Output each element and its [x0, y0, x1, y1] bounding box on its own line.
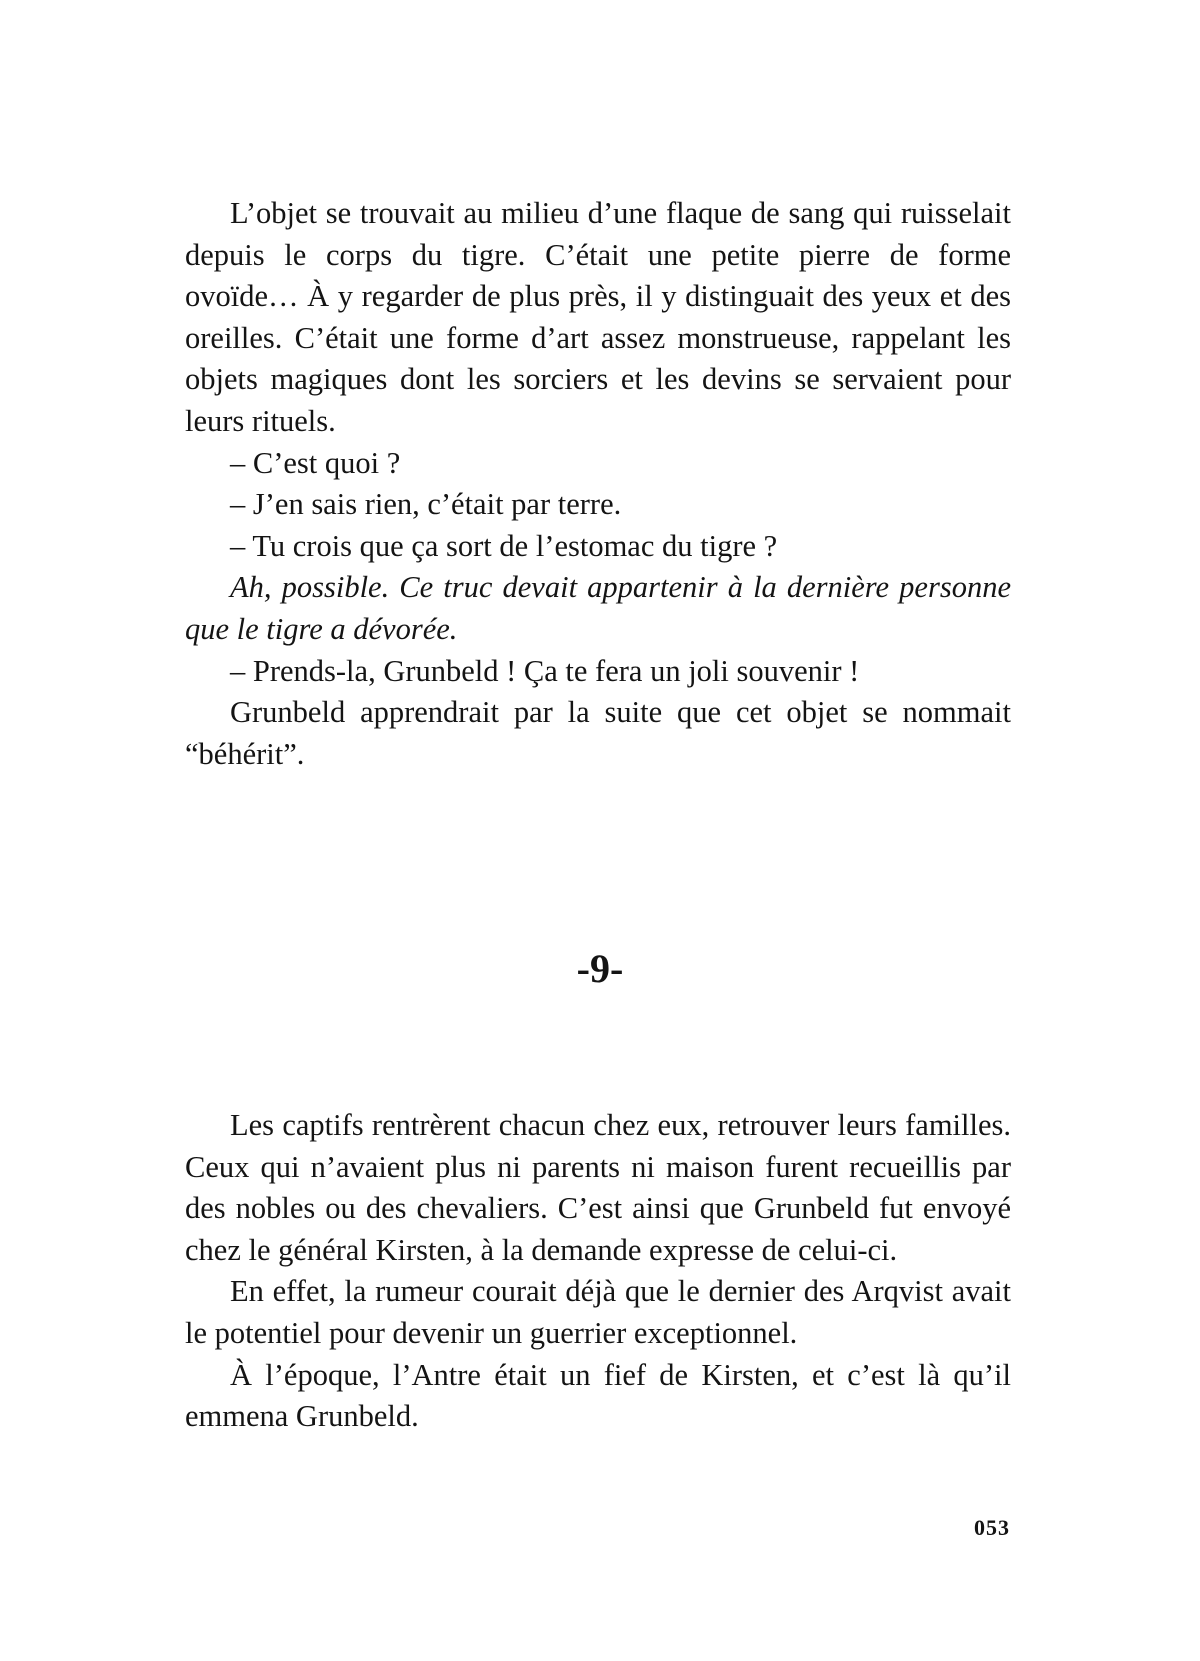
paragraph: Grunbeld apprendrait par la suite que cet objet se nommait “béhérit”. — [185, 695, 1011, 771]
text-section-after-chapter — [185, 1105, 1011, 1438]
page-number: 053 — [974, 1515, 1010, 1540]
dialogue-line: – C’est quoi ? — [230, 445, 401, 480]
dialogue-line: – J’en sais rien, c’était par terre. — [230, 487, 622, 522]
dialogue-line: – Prends-la, Grunbeld ! Ça te fera un joli souvenir ! — [230, 653, 860, 688]
paragraph: Les captifs rentrèrent chacun chez eux, retrouver leurs familles. Ceux qui n’avaient plus ni parents ni maison furent recueillis par des nobles ou des chevaliers. C’est ainsi que Grunbeld fut envoyé chez le général Kirsten, à la demande expresse de celui-ci. — [185, 1108, 1011, 1267]
dialogue-line: – Tu crois que ça sort de l’estomac du tigre ? — [230, 528, 778, 563]
text-section-before-chapter — [185, 193, 1011, 775]
chapter-heading: -9- — [576, 946, 624, 991]
paragraph: À l’époque, l’Antre était un fief de Kirsten, et c’est là qu’il emmena Grunbeld. — [185, 1357, 1011, 1434]
paragraph: L’objet se trouvait au milieu d’une flaque de sang qui ruisselait depuis le corps du tigre. C’était une petite pierre de forme ovoïde… À y regarder de plus près, il y distinguait des yeux et des oreilles. C’était une forme d’art assez monstrueuse, rappelant les objets magiques dont les sorciers et les devins se servaient pour leurs rituels. — [185, 196, 1011, 438]
paragraph: En effet, la rumeur courait déjà que le dernier des Arqvist avait le potentiel pour devenir un guerrier exceptionnel. — [185, 1274, 1011, 1350]
italic-thought: Ah, possible. Ce truc devait appartenir à la dernière personne que le tigre a dévorée. — [185, 570, 1011, 646]
